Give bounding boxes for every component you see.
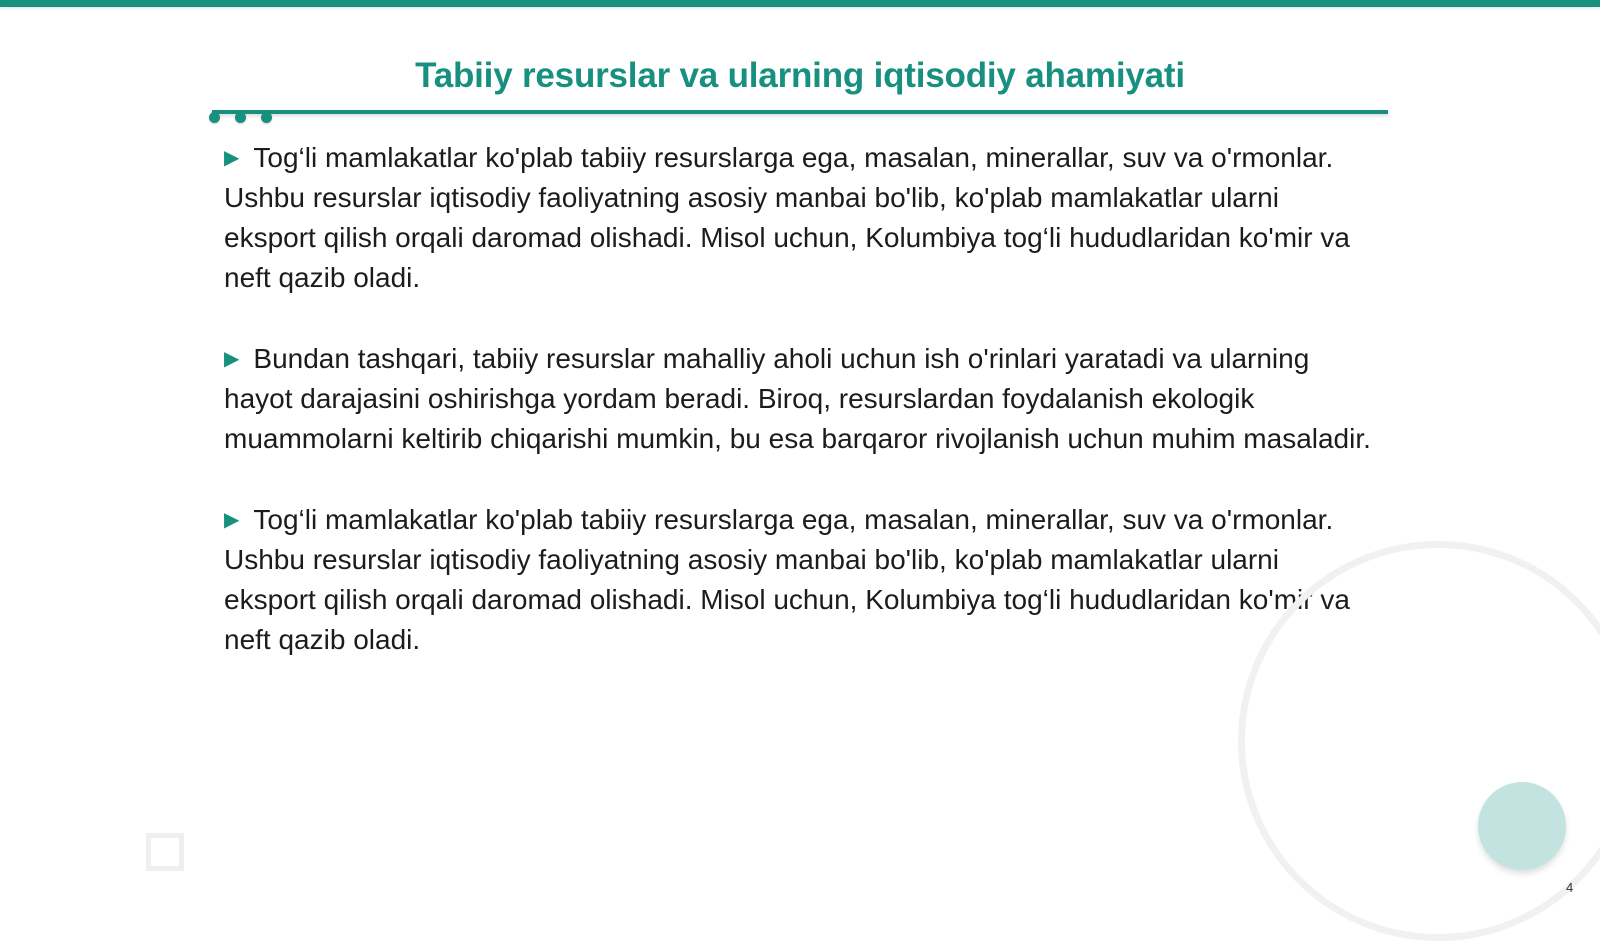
bullet-paragraph xyxy=(224,500,1374,660)
decorative-square xyxy=(146,833,184,871)
slide-body xyxy=(224,138,1374,701)
bullet-paragraph xyxy=(224,138,1374,298)
decorative-dot xyxy=(235,112,246,123)
paragraph-text: Tog‘li mamlakatlar ko'plab tabiiy resurslarga ega, masalan, minerallar, suv va o'rmonlar. Ushbu resurslar iqtisodiy faoliyatning asosiy manbai bo'lib, ko'plab mamlakatlar ularni eksport qilish orqali daromad olishadi. Misol uchun, Kolumbiya tog‘li hududlaridan ko'mir va neft qazib oladi. xyxy=(224,504,1350,655)
decorative-circle xyxy=(1478,782,1566,870)
paragraph-text: Tog‘li mamlakatlar ko'plab tabiiy resurslarga ega, masalan, minerallar, suv va o'rmonlar. Ushbu resurslar iqtisodiy faoliyatning asosiy manbai bo'lib, ko'plab mamlakatlar ularni eksport qilish orqali daromad olishadi. Misol uchun, Kolumbiya tog‘li hududlaridan ko'mir va neft qazib oladi. xyxy=(224,142,1350,293)
top-accent-bar xyxy=(0,0,1600,7)
decorative-dot xyxy=(261,112,272,123)
page-number: 4 xyxy=(1566,880,1574,895)
title-underline xyxy=(212,110,1388,114)
bullet-arrow-icon: ▶ xyxy=(224,509,240,531)
slide-title: Tabiiy resurslar va ularning iqtisodiy ahamiyati xyxy=(415,56,1185,95)
bullet-paragraph xyxy=(224,339,1374,459)
bullet-arrow-icon: ▶ xyxy=(224,348,240,370)
bullet-arrow-icon: ▶ xyxy=(224,147,240,169)
paragraph-text: Bundan tashqari, tabiiy resurslar mahalliy aholi uchun ish o'rinlari yaratadi va ularning hayot darajasini oshirishga yordam beradi. Biroq, resurslardan foydalanish ekologik muammolarni keltirib chiqarishi mumkin, bu esa barqaror rivojlanish uchun muhim masaladir. xyxy=(224,343,1371,454)
decorative-dot xyxy=(209,112,220,123)
